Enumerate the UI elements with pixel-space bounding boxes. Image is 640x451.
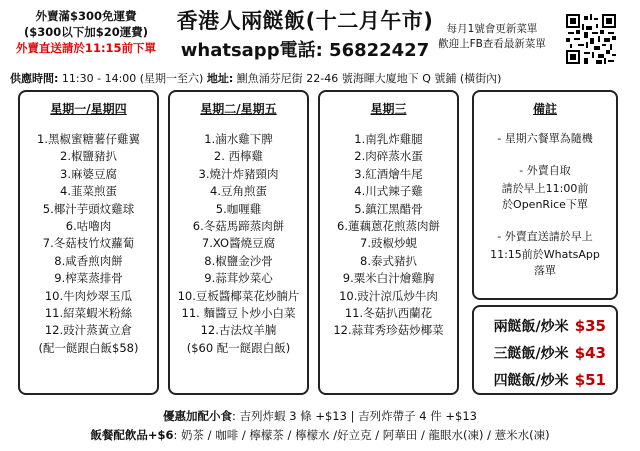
promo-line-2: ($300以下加$20運費): [23, 25, 149, 39]
promo-line-1: 外賣滿$300免運費: [35, 9, 137, 23]
dish-item: 4.韮菜煎蛋: [60, 184, 117, 199]
hours-address-bar: [10, 70, 635, 86]
address-label: 地址:: [206, 72, 234, 85]
dish-item: 10.豆板醬椰菜花炒腩片: [177, 288, 300, 303]
drink-label: 飯餐配飲品+$6: [90, 428, 174, 442]
dish-item: 3.麻婆豆腐: [60, 166, 117, 181]
price-amount: $35: [574, 317, 606, 335]
dish-item: ($60 配一餸跟白飯): [186, 340, 291, 355]
price-label: 三餸飯/炒米: [493, 346, 569, 362]
hours-label: 供應時間:: [10, 72, 59, 85]
dish-item: 1.南乳炸雞腿: [354, 132, 423, 146]
note-pickup: - 外賣自取: [519, 164, 571, 177]
price-three-dish: [474, 340, 616, 367]
note-pickup-channel: 於OpenRice下單: [502, 198, 588, 211]
notice-line-2: 歡迎上FB查看最新菜單: [438, 38, 546, 50]
price-amount: $43: [574, 344, 606, 362]
dish-item: 6.蓮藕蒽花煎蒸肉餅: [337, 219, 440, 234]
menu-mon-thu: [18, 90, 159, 395]
dish-item: 12.蒜茸秀珍菇炒椰菜: [333, 323, 444, 338]
dish-item: 5.咖喱雞: [215, 201, 262, 216]
dish-item: 2.肉碎蒸水蛋: [354, 149, 423, 164]
menu-tue-fri-title: 星期二/星期五: [200, 102, 277, 116]
dish-item: (配一餸跟白飯$58): [38, 340, 139, 355]
menu-mon-thu-items: [20, 131, 157, 357]
drink-text: : 奶茶 / 咖啡 / 檸檬茶 / 檸檬水 /好立克 / 阿華田 / 龍眼水(凍) / 薏米水(凍): [173, 428, 550, 442]
dish-item: 7.豉椒炒蜆: [360, 236, 417, 251]
page-title: 香港人兩餸飯(十二月午市): [176, 9, 434, 33]
dish-item: 2. 西檸雞: [213, 149, 264, 164]
whatsapp-phone: whatsapp電話: 56822427: [180, 40, 430, 61]
hours-value: 11:30 - 14:00 (星期一至六): [58, 72, 207, 85]
dish-item: 9.粟米白汁燴雞胸: [342, 271, 435, 286]
price-four-dish: [474, 367, 616, 394]
notice-line-1: 每月1號會更新菜單: [446, 23, 538, 35]
delivery-promo: [6, 8, 166, 56]
dish-item: 8.咸香煎肉餅: [54, 253, 123, 268]
menu-update-notice: [412, 22, 572, 52]
note-delivery-channel: 落單: [534, 264, 556, 277]
dish-item: 6.咕嚕肉: [65, 219, 112, 234]
dish-item: 6.冬菇馬蹄蒸肉餅: [192, 219, 285, 234]
price-label: 兩餸飯/炒米: [493, 319, 569, 335]
dish-item: 11.紹菜蝦米粉絲: [44, 306, 133, 321]
dish-item: 7.XO醬燒豆腐: [201, 236, 276, 251]
dish-item: 1.滷水雞下脾: [204, 132, 273, 146]
menu-mon-thu-title: 星期一/星期四: [50, 102, 127, 116]
dish-item: 11. 麵醬豆卜炒小白菜: [181, 306, 296, 321]
price-amount: $51: [574, 371, 606, 389]
dish-item: 5.椰汁芋頭炆雞球: [42, 201, 135, 216]
menu-tue-fri: [168, 90, 309, 395]
price-label: 四餸飯/炒米: [493, 373, 569, 389]
drink-addon: [0, 427, 640, 443]
snack-label: 優惠加配小食: [163, 409, 233, 423]
note-pickup-time: 請於早上11:00前: [501, 182, 589, 195]
dish-item: 9.榨菜蒸排骨: [54, 271, 123, 286]
dish-item: 8.泰式豬扒: [360, 253, 417, 268]
dish-item: 4.豆角煎蛋: [210, 184, 267, 199]
dish-item: 8.椒鹽金沙骨: [204, 253, 273, 268]
dish-item: 11.冬菇扒西蘭花: [344, 306, 433, 321]
notes-box: [472, 90, 618, 300]
dish-item: 3.燒汁炸豬頸肉: [198, 166, 279, 181]
dish-item: 3.紅酒燴牛尾: [354, 166, 423, 181]
dish-item: 9.蒜茸炒菜心: [204, 271, 273, 286]
dish-item: 10.牛肉炒翠玉瓜: [44, 288, 133, 303]
menu-tue-fri-items: [170, 131, 307, 357]
note-delivery: - 外賣直送請於早上: [497, 230, 593, 243]
address-value: 鰂魚涌芬尼街 22-46 號海暉大廈地下 Q 號鋪 (橫街內): [233, 72, 502, 85]
dish-item: 4.川式辣子雞: [354, 184, 423, 199]
dish-item: 12.豉汁蒸黃立倉: [44, 323, 133, 338]
dish-item: 5.鎮江黑醋骨: [354, 201, 423, 216]
dish-item: 1.黑椒蜜糖薯仔雞翼: [37, 132, 140, 146]
menu-wed-items: [320, 131, 457, 340]
dish-item: 12.古法炆羊腩: [200, 323, 277, 338]
dish-item: 10.豉汁涼瓜炒牛肉: [339, 288, 438, 303]
dish-item: 2.椒鹽豬扒: [60, 149, 117, 164]
snack-text: : 吉列炸蝦 3 條 +$13 | 吉列炸帶子 4 件 +$13: [232, 409, 477, 423]
qr-code-icon: [566, 14, 616, 64]
note-delivery-time: 11:15前於WhatsApp: [490, 248, 600, 261]
note-saturday: - 星期六餐單為隨機: [497, 132, 593, 145]
promo-line-3: 外賣直送請於11:15前下單: [15, 41, 157, 55]
price-box: [472, 305, 618, 395]
snack-addon: [0, 408, 640, 424]
price-two-dish: [474, 313, 616, 340]
notes-title: 備註: [532, 102, 557, 116]
menu-wed-title: 星期三: [370, 102, 407, 116]
menu-wed: [318, 90, 459, 395]
dish-item: 7.冬菇枝竹炆蘿蔔: [42, 236, 135, 251]
